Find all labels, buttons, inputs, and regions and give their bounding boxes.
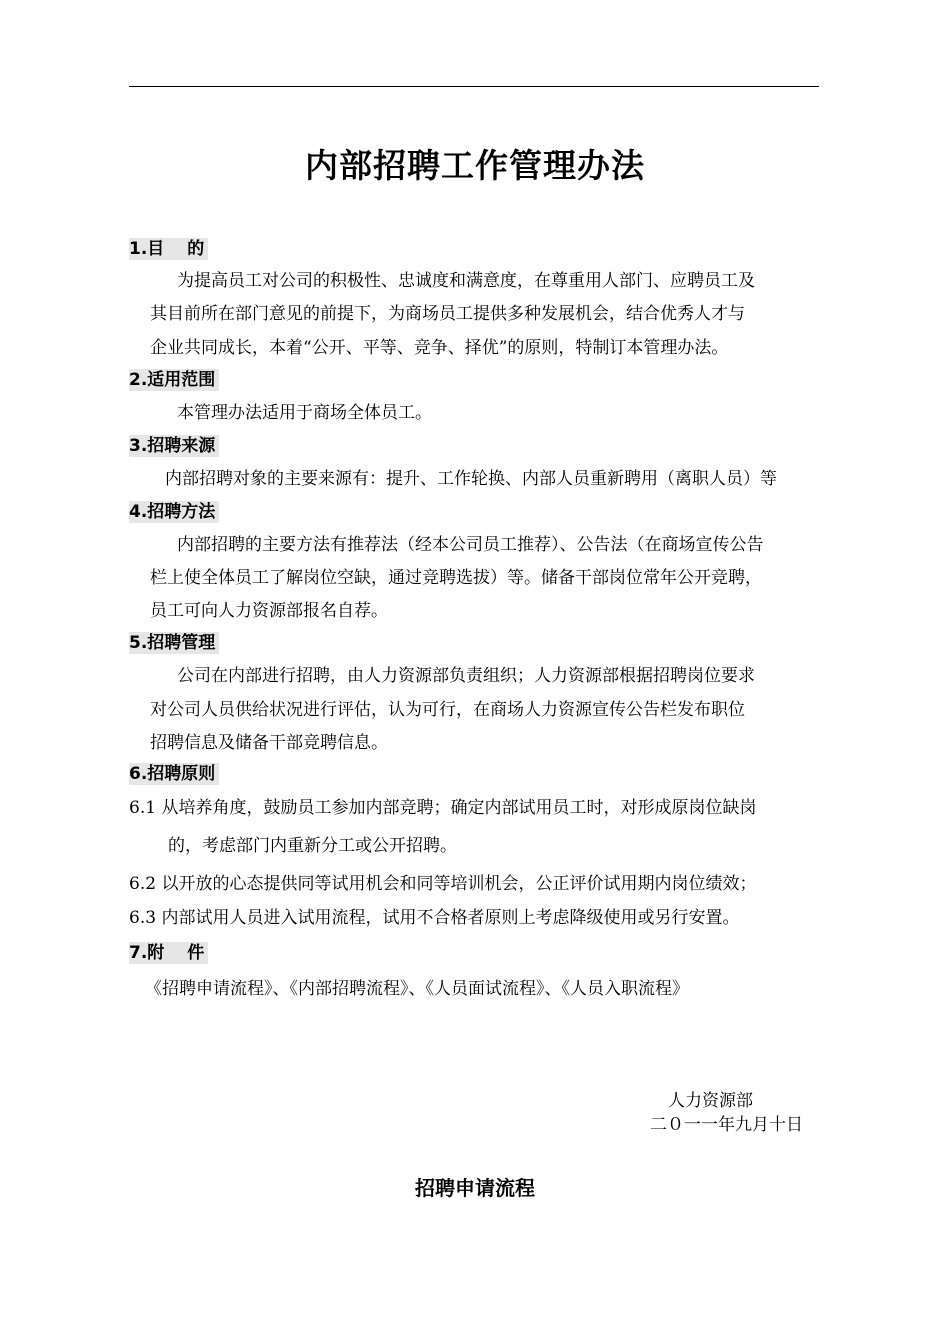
section-text-line: 企业共同成长，本着“公开、平等、竞争、择优”的原则，特制订本管理办法。 xyxy=(150,338,729,358)
section-text-line: 其目前所在部门意见的前提下，为商场员工提供多种发展机会，结合优秀人才与 xyxy=(150,304,745,324)
section-text-line: 本管理办法适用于商场全体员工。 xyxy=(177,403,432,423)
section-text-line: 6.1 从培养角度，鼓励员工参加内部竞聘；确定内部试用员工时，对形成原岗位缺岗 xyxy=(129,798,757,818)
section-text-line: 6.2 以开放的心态提供同等试用机会和同等培训机会，公正评价试用期内岗位绩效； xyxy=(129,874,757,894)
section-heading-management: 5.招聘管理 xyxy=(129,632,219,654)
signature-department: 人力资源部 xyxy=(668,1091,753,1111)
attachments-list: 《招聘申请流程》、《内部招聘流程》、《人员面试流程》、《人员入职流程》 xyxy=(145,979,689,999)
signature-date: 二０一一年九月十日 xyxy=(650,1115,803,1135)
section-text-line: 员工可向人力资源部报名自荐。 xyxy=(150,601,388,621)
document-title: 内部招聘工作管理办法 xyxy=(305,146,645,185)
section-text-line: 的，考虑部门内重新分工或公开招聘。 xyxy=(168,836,457,856)
next-document-title: 招聘申请流程 xyxy=(415,1176,535,1200)
section-heading-sources: 3.招聘来源 xyxy=(129,435,219,457)
section-text-line: 栏上使全体员工了解岗位空缺，通过竞聘选拔）等。储备干部岗位常年公开竞聘， xyxy=(150,568,762,588)
section-heading-methods: 4.招聘方法 xyxy=(129,501,219,523)
section-text-line: 内部招聘对象的主要来源有：提升、工作轮换、内部人员重新聘用（离职人员）等 xyxy=(165,469,777,489)
section-heading-scope: 2.适用范围 xyxy=(129,369,219,391)
section-heading-principles: 6.招聘原则 xyxy=(129,763,219,785)
section-text-line: 为提高员工对公司的积极性、忠诚度和满意度，在尊重用人部门、应聘员工及 xyxy=(177,271,755,291)
section-heading-attachments: 7.附 件 xyxy=(129,942,208,964)
section-text-line: 内部招聘的主要方法有推荐法（经本公司员工推荐）、公告法（在商场宣传公告 xyxy=(177,535,764,555)
section-text-line: 公司在内部进行招聘，由人力资源部负责组织；人力资源部根据招聘岗位要求 xyxy=(177,666,755,686)
section-text-line: 6.3 内部试用人员进入试用流程，试用不合格者原则上考虑降级使用或另行安置。 xyxy=(129,908,740,928)
section-text-line: 对公司人员供给状况进行评估，认为可行，在商场人力资源宣传公告栏发布职位 xyxy=(150,700,745,720)
section-heading-purpose: 1.目 的 xyxy=(129,238,208,260)
header-rule xyxy=(129,86,819,87)
section-text-line: 招聘信息及储备干部竞聘信息。 xyxy=(150,733,388,753)
